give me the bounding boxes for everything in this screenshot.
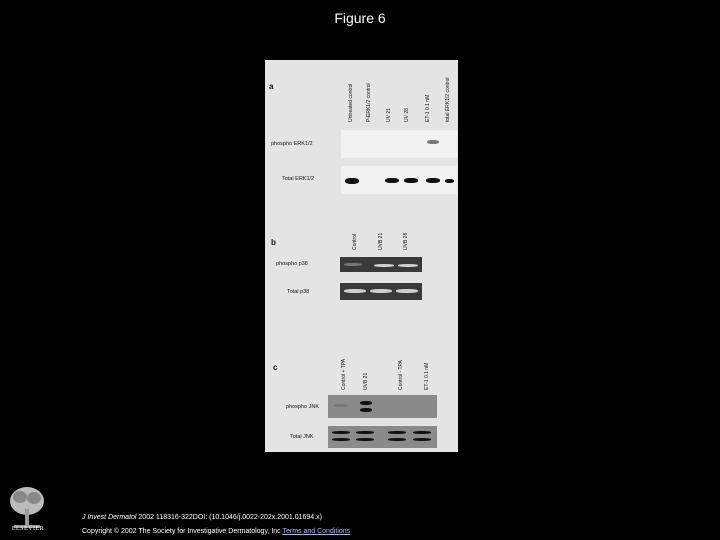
panel-b-row-label: phospho p38 [276,261,308,267]
citation-line [82,514,322,521]
panel-a-column-label: P-ERK1/2 control [366,83,372,122]
panel-c-column-label: Control + TPA [341,358,347,390]
page-title: Figure 6 [334,10,386,26]
panel-a-row-label: phospho ERK1/2 [271,141,313,147]
copyright-line [82,528,350,535]
blot-band [370,289,392,293]
blot-band [427,140,439,144]
blot-band [344,289,366,293]
phospho-jnk-blot [328,395,437,418]
blot-band [345,178,359,184]
panel-c-row-label: phospho JNK [286,404,320,410]
panel-c-column-label: UVB 21 [363,372,369,390]
panel-a-column-label: ET-1 0.1 nM [425,94,431,122]
panel-b-column-label: UVB 28 [403,232,409,250]
total-jnk-blot [328,426,437,448]
panel-b-row-label: Total p38 [287,289,310,295]
blot-band [413,431,431,434]
panel-b-column-label: Control [352,233,358,250]
panel-c-column-label: Control - TPA [398,360,404,390]
panel-a-column-label: Untreated control [348,83,354,122]
panel-a-row-label: Total ERK1/2 [282,176,315,182]
blot-band [445,179,454,183]
total-p38-blot [340,283,422,300]
blot-band [344,263,362,266]
blot-band [388,431,406,434]
panel-c-row-label: Total JNK [290,434,314,440]
blot-band [356,438,374,441]
blot-band [332,431,350,434]
elsevier-logo-text: ELSEVIER [11,526,45,532]
journal-name: J Invest Dermatol [82,514,137,521]
blot-band [388,438,406,441]
total-erk-blot [341,166,457,194]
panel-c-column-label: ET-1 0.1 nM [424,362,430,390]
panel-c-letter: c [273,363,278,372]
blot-band [396,289,418,293]
panel-b-column-label: UVB 21 [378,232,384,250]
panel-b-letter: b [271,238,276,247]
blot-band [356,431,374,434]
phospho-erk-blot [341,130,457,158]
blot-band [332,438,350,441]
panel-a-column-label: total ERK1/2 control [445,77,451,122]
blot-band [404,178,418,183]
blot-band [334,404,348,407]
panel-a-column-label: UV 21 [386,108,392,122]
blot-band [426,178,440,183]
terms-link[interactable]: Terms and Conditions [282,528,351,535]
copyright-text: Copyright © 2002 The Society for Investigative Dermatology, Inc [82,528,283,535]
blot-band [398,264,418,267]
blot-band [374,264,394,267]
western-blot-figure [265,60,458,452]
panel-a-column-label: UV 28 [404,108,410,122]
blot-band [385,178,399,183]
panel-a-letter: a [269,82,274,91]
blot-band [413,438,431,441]
blot-band [360,401,372,405]
citation-text: 2002 118316-322DOI: (10.1046/j.0022-202x.2001.01694.x) [136,514,322,521]
blot-band [360,408,372,412]
phospho-p38-blot [340,257,422,272]
